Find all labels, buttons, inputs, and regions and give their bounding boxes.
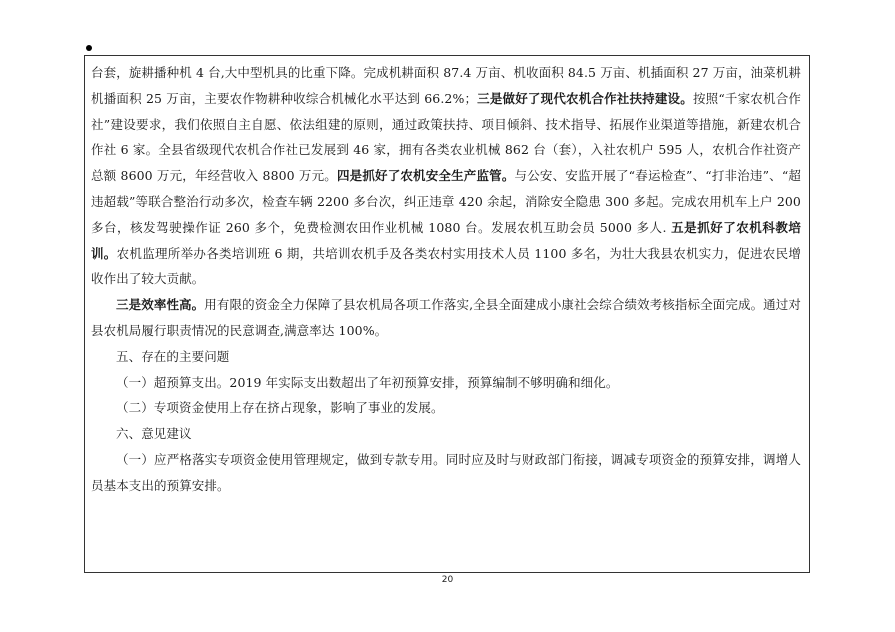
- text-run: 六、意见建议: [116, 426, 192, 442]
- bold-heading-run: 三是效率性高。: [116, 297, 205, 313]
- paragraph-p5: [91, 395, 801, 421]
- text-run: 与公安、安监开展了“春运检查”、“打非治违”、“超违超载”等联合整治行动多次，检查车辆 2200 多台次，纠正违章 420 余起，消除安全隐患 300 多起。完成农用机车上户 200 多台，核发驾驶操作证 260 多个，免费检测农田作业机械 1080 台。发展农机互助会员 5000 多人.: [91, 168, 801, 235]
- text-run: 农机监理所举办各类培训班 6 期，共培训农机手及各类农村实用技术人员 1100 多名，为壮大我县农机实力，促进农民增收作出了较大贡献。: [91, 245, 801, 287]
- document-body: [91, 60, 801, 499]
- page-number: 20: [441, 575, 454, 585]
- paragraph-p6: [91, 421, 801, 447]
- bold-heading-run: 五是抓好了农机科教培训。: [91, 219, 801, 261]
- text-run: 按照“千家农机合作社”建设要求，我们依照自主自愿、依法组建的原则，通过政策扶持、项目倾斜、技术指导、拓展作业渠道等措施，新建农机合作社 6 家。全县省级现代农机合作社已发展到 46 家，拥有各类农业机械 862 台（套），入社农机户 595 人，农机合作社资产总额 8600 万元，年经营收入 8800 万元。: [91, 90, 801, 184]
- paragraph-p7: [91, 447, 801, 499]
- text-run: 五、存在的主要问题: [116, 348, 230, 364]
- bold-heading-run: 四是抓好了农机安全生产监管。: [336, 168, 515, 184]
- text-run: （一）应严格落实专项资金使用管理规定，做到专款专用。同时应及时与财政部门衔接，调减专项资金的预算安排，调增人员基本支出的预算安排。: [91, 451, 801, 493]
- text-run: （二）专项资金使用上存在挤占现象，影响了事业的发展。: [116, 400, 444, 416]
- paragraph-p1: [91, 60, 801, 292]
- bold-heading-run: 三是做好了现代农机合作社扶持建设。: [477, 90, 693, 106]
- paragraph-p3: [91, 344, 801, 370]
- text-frame: [84, 55, 810, 573]
- paragraph-p2: [91, 292, 801, 344]
- text-run: 用有限的资金全力保障了县农机局各项工作落实,全县全面建成小康社会综合绩效考核指标全面完成。通过对县农机局履行职责情况的民意调查,满意率达 100%。: [91, 297, 802, 338]
- bullet-mark: [86, 45, 92, 51]
- paragraph-p4: [91, 370, 801, 396]
- text-run: 台套，旋耕播种机 4 台,大中型机具的比重下降。完成机耕面积 87.4 万亩、机收面积 84.5 万亩、机插面积 27 万亩，油菜机耕机播面积 25 万亩，主要农作物耕种收综合机械化水平达到 66.2%；: [91, 65, 801, 106]
- text-run: （一）超预算支出。2019 年实际支出数超出了年初预算安排，预算编制不够明确和细化。: [116, 374, 619, 390]
